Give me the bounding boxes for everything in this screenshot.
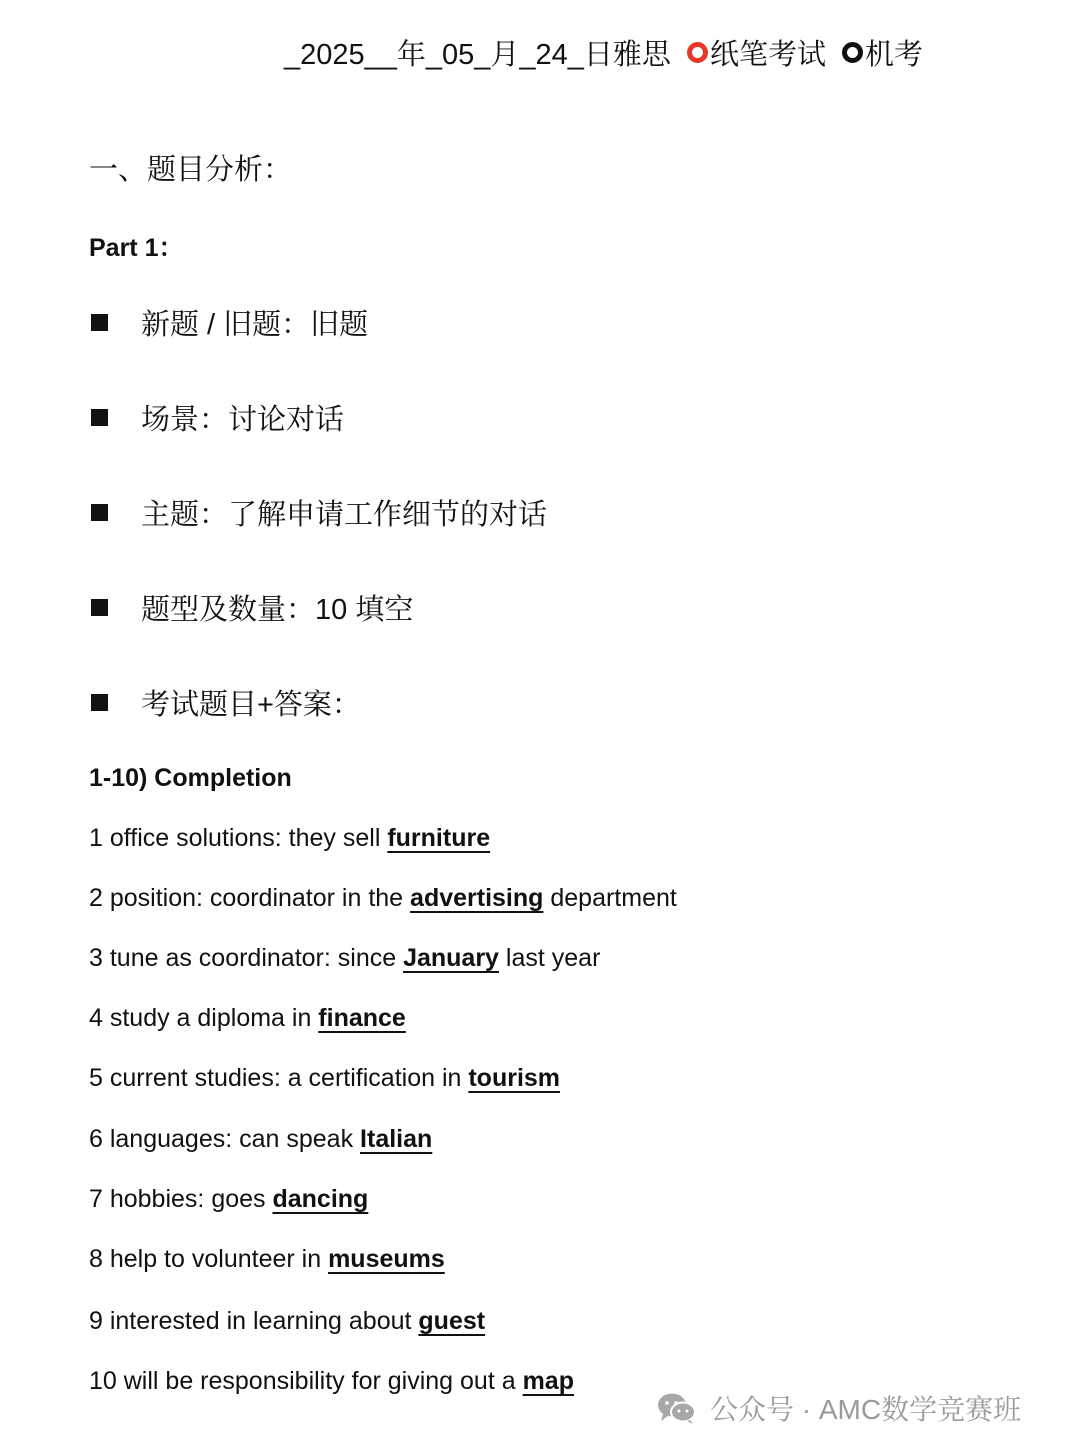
question-text: 9 interested in learning about <box>89 1307 419 1335</box>
question-line <box>89 824 490 853</box>
bullet-text: 考试题目+答案： <box>141 689 361 721</box>
question-line <box>89 1367 574 1396</box>
bullet-text: 题型及数量：10 填空 <box>141 594 414 626</box>
answer-word: guest <box>418 1307 486 1335</box>
question-text: 2 position: coordinator in the <box>89 884 411 912</box>
exam-date: _2025__年_05_月_24_日雅思 <box>284 39 671 71</box>
bullet-item <box>89 682 361 723</box>
question-suffix: department <box>543 884 677 912</box>
answer-word: dancing <box>272 1185 369 1213</box>
question-text: 1 office solutions: they sell <box>89 824 388 852</box>
bullet-text: 主题：了解申请工作细节的对话 <box>141 499 548 531</box>
bullet-square-icon <box>91 314 108 331</box>
answer-word: tourism <box>468 1064 561 1092</box>
question-line <box>89 884 677 913</box>
question-line <box>89 1307 485 1336</box>
question-line <box>89 1004 406 1033</box>
bullet-item <box>89 302 368 343</box>
part-title: Part 1： <box>89 234 184 262</box>
question-text: 3 tune as coordinator: since <box>89 944 404 972</box>
answer-word: January <box>403 944 499 972</box>
radio-paper-icon[interactable] <box>687 42 708 63</box>
question-suffix: last year <box>498 944 601 972</box>
bullet-square-icon <box>91 409 108 426</box>
answer-word: finance <box>318 1004 406 1032</box>
question-text: 7 hobbies: goes <box>89 1185 273 1213</box>
answer-word: advertising <box>410 884 544 912</box>
bullet-item <box>89 587 413 628</box>
option-paper-label: 纸笔考试 <box>709 39 826 71</box>
watermark <box>656 1388 1021 1428</box>
answer-word: museums <box>328 1245 445 1273</box>
question-text: 8 help to volunteer in <box>89 1245 329 1273</box>
question-text: 10 will be responsibility for giving out a <box>89 1367 523 1395</box>
question-line <box>89 1185 368 1214</box>
section-title: 一、题目分析： <box>89 154 293 186</box>
question-line <box>89 1064 560 1093</box>
bullet-square-icon <box>91 694 108 711</box>
bullet-square-icon <box>91 599 108 616</box>
bullet-item <box>89 397 344 438</box>
completion-title: 1-10) Completion <box>89 764 292 792</box>
answer-word: Italian <box>360 1125 433 1153</box>
question-text: 4 study a diploma in <box>89 1004 319 1032</box>
header-line <box>284 32 923 73</box>
wechat-icon <box>656 1391 698 1425</box>
question-line <box>89 1125 432 1154</box>
bullet-item <box>89 492 547 533</box>
answer-word: map <box>522 1367 574 1395</box>
radio-computer-icon[interactable] <box>842 42 863 63</box>
question-text: 5 current studies: a certification in <box>89 1064 469 1092</box>
option-computer-label: 机考 <box>864 39 923 71</box>
bullet-square-icon <box>91 504 108 521</box>
question-text: 6 languages: can speak <box>89 1125 361 1153</box>
watermark-text: 公众号 · AMC数学竞赛班 <box>710 1394 1022 1425</box>
bullet-text: 场景：讨论对话 <box>141 404 345 436</box>
answer-word: furniture <box>387 824 491 852</box>
question-line <box>89 944 600 973</box>
question-line <box>89 1245 445 1274</box>
bullet-text: 新题 / 旧题：旧题 <box>141 309 369 341</box>
